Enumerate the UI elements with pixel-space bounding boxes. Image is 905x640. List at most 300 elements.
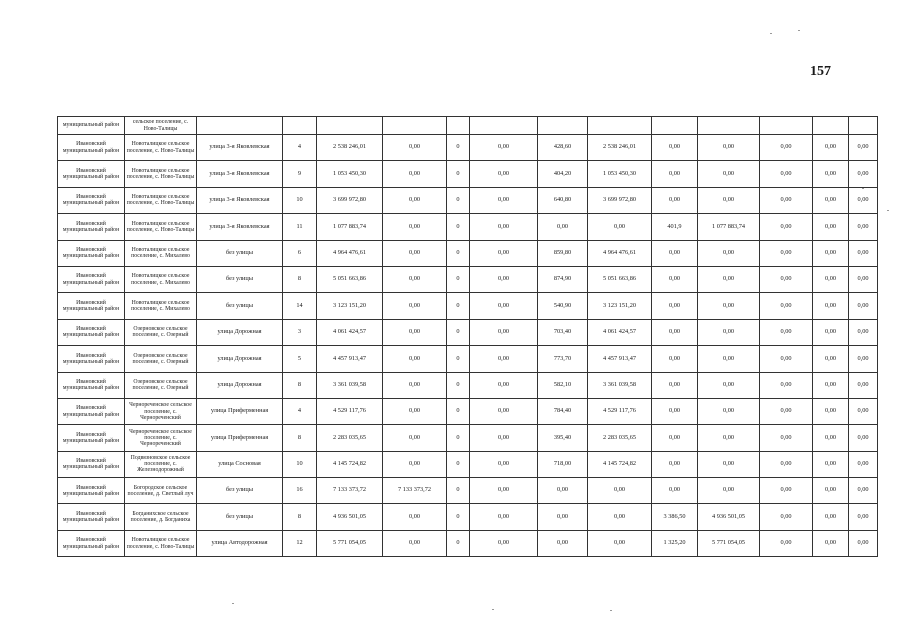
house-number-cell-text: 8 <box>297 512 302 520</box>
street-cell <box>197 293 283 319</box>
settlement-cell <box>125 346 197 372</box>
table-row <box>58 319 878 345</box>
district-cell-text: Ивановский муниципальный район <box>62 273 120 286</box>
value-cell-text: 0 <box>456 222 460 230</box>
value-cell <box>588 319 652 345</box>
value-cell-text: 0,00 <box>668 275 681 283</box>
value-cell-text: 0,00 <box>497 460 510 468</box>
value-cell-text: 0,00 <box>408 301 421 309</box>
street-cell-text: без улицы <box>225 301 254 309</box>
total-cost-cell <box>317 372 383 398</box>
table-row <box>58 266 878 292</box>
value-cell <box>698 530 760 556</box>
value-cell <box>470 135 538 161</box>
value-cell <box>470 319 538 345</box>
value-cell <box>698 161 760 187</box>
value-cell-text: 0,00 <box>824 380 837 388</box>
value-cell-text: 0,00 <box>857 380 869 388</box>
value-cell-text: 0,00 <box>668 354 681 362</box>
house-number-cell-text: 14 <box>296 301 303 309</box>
table-row <box>58 214 878 240</box>
district-cell-text: Ивановский муниципальный район <box>62 484 120 497</box>
value-cell-text: 0,00 <box>497 354 510 362</box>
value-cell <box>698 293 760 319</box>
value-cell <box>760 478 813 504</box>
value-cell-text: 0,00 <box>497 407 510 415</box>
value-cell-text: 0,00 <box>722 433 735 441</box>
house-number-cell-text: 12 <box>296 539 303 547</box>
street-cell <box>197 319 283 345</box>
value-cell <box>760 530 813 556</box>
house-number-cell <box>283 161 317 187</box>
value-cell-text: 0,00 <box>668 460 681 468</box>
value-cell-text: 0,00 <box>857 407 869 415</box>
district-cell-text: Ивановский муниципальный район <box>62 326 120 339</box>
value-cell <box>383 266 447 292</box>
value-cell <box>447 117 470 135</box>
value-cell-text: 0,00 <box>556 512 569 520</box>
value-cell <box>652 187 698 213</box>
value-cell <box>760 240 813 266</box>
value-cell <box>470 266 538 292</box>
housing-registry-table <box>57 116 878 557</box>
value-cell-text: 0,00 <box>556 539 569 547</box>
value-cell <box>447 266 470 292</box>
settlement-cell <box>125 214 197 240</box>
value-cell-text: 0,00 <box>722 460 735 468</box>
value-cell <box>470 451 538 477</box>
value-cell <box>760 451 813 477</box>
settlement-cell <box>125 504 197 530</box>
settlement-cell-text: Новоталицкое сельское поселение, с. Ново-Талицы <box>126 220 195 233</box>
value-cell-text: 0,00 <box>722 169 735 177</box>
value-cell <box>447 346 470 372</box>
value-cell <box>849 451 878 477</box>
value-cell-text: 0,00 <box>408 512 421 520</box>
value-cell-text: 0,00 <box>780 248 792 256</box>
value-cell-text: 874,90 <box>553 275 572 283</box>
value-cell <box>698 504 760 530</box>
value-cell <box>849 346 878 372</box>
value-cell <box>470 372 538 398</box>
house-number-cell-text: 10 <box>296 460 303 468</box>
value-cell <box>813 372 849 398</box>
street-cell-text: улица 3-я Яковлевская <box>209 169 270 177</box>
value-cell-text: 0,00 <box>824 486 837 494</box>
street-cell <box>197 240 283 266</box>
value-cell <box>813 135 849 161</box>
district-cell <box>58 161 125 187</box>
district-cell <box>58 266 125 292</box>
street-cell-text: без улицы <box>225 248 254 256</box>
value-cell <box>849 266 878 292</box>
value-cell-text: 859,80 <box>553 248 572 256</box>
settlement-cell-text: Новоталицкое сельское поселение, с. Ново-Талицы <box>126 537 195 550</box>
value-cell <box>383 319 447 345</box>
settlement-cell <box>125 425 197 451</box>
settlement-cell-text: Чернореченское сельское поселение, с. Чернореченский <box>129 428 192 448</box>
district-cell-text: Ивановский муниципальный район <box>62 352 120 365</box>
value-cell <box>383 451 447 477</box>
value-cell-text: 0,00 <box>780 486 792 494</box>
value-cell-text: 0,00 <box>613 222 626 230</box>
value-cell-text: 0,00 <box>857 460 869 468</box>
value-cell <box>813 425 849 451</box>
value-cell <box>538 187 588 213</box>
value-cell-text: 0,00 <box>497 222 510 230</box>
value-cell <box>652 478 698 504</box>
value-cell-text: 0,00 <box>722 407 735 415</box>
district-cell-text: Ивановский муниципальный район <box>62 537 120 550</box>
value-cell-text: 0,00 <box>497 512 510 520</box>
value-cell <box>652 319 698 345</box>
value-cell <box>849 214 878 240</box>
value-cell-text: 0,00 <box>857 512 869 520</box>
value-cell <box>538 530 588 556</box>
value-cell <box>538 117 588 135</box>
value-cell <box>698 319 760 345</box>
value-cell <box>383 117 447 135</box>
value-cell <box>652 372 698 398</box>
value-cell <box>849 293 878 319</box>
value-cell-text: 1 325,20 <box>663 539 686 547</box>
total-cost-cell-text: 4 529 117,76 <box>333 407 366 415</box>
value-cell <box>698 478 760 504</box>
value-cell <box>849 161 878 187</box>
value-cell <box>447 293 470 319</box>
total-cost-cell <box>317 346 383 372</box>
street-cell-text: улица Дорожная <box>217 328 262 336</box>
table-row <box>58 451 878 477</box>
value-cell-text: 0,00 <box>408 539 421 547</box>
value-cell-text: 0 <box>456 248 460 256</box>
value-cell-text: 5 051 663,86 <box>602 275 637 283</box>
house-number-cell-text: 6 <box>297 248 302 256</box>
value-cell-text: 0 <box>456 407 460 415</box>
street-cell-text: улица Автодорожная <box>211 539 268 547</box>
value-cell-text: 0,00 <box>668 248 681 256</box>
house-number-cell <box>283 425 317 451</box>
house-number-cell-text: 11 <box>296 222 303 230</box>
value-cell <box>698 135 760 161</box>
value-cell <box>383 214 447 240</box>
value-cell <box>383 530 447 556</box>
value-cell-text: 2 538 246,01 <box>602 143 637 151</box>
value-cell-text: 0,00 <box>780 301 792 309</box>
district-cell-text: Ивановский муниципальный район <box>62 458 120 471</box>
value-cell <box>588 478 652 504</box>
value-cell <box>470 398 538 424</box>
house-number-cell-text: 8 <box>297 275 302 283</box>
table-row <box>58 372 878 398</box>
value-cell <box>588 240 652 266</box>
value-cell <box>652 398 698 424</box>
value-cell <box>447 504 470 530</box>
total-cost-cell-text: 3 123 151,20 <box>332 301 367 309</box>
value-cell <box>588 425 652 451</box>
value-cell <box>813 214 849 240</box>
value-cell-text: 0,00 <box>497 539 510 547</box>
value-cell-text: 0,00 <box>780 354 792 362</box>
value-cell <box>447 135 470 161</box>
value-cell-text: 0 <box>456 460 460 468</box>
total-cost-cell <box>317 319 383 345</box>
value-cell <box>383 372 447 398</box>
settlement-cell <box>125 161 197 187</box>
settlement-cell-text: Новоталицкое сельское поселение, с. Михалево <box>131 273 190 286</box>
house-number-cell-text: 9 <box>297 169 302 177</box>
table-row <box>58 504 878 530</box>
value-cell <box>849 240 878 266</box>
value-cell <box>588 135 652 161</box>
value-cell <box>652 214 698 240</box>
value-cell <box>813 240 849 266</box>
street-cell <box>197 451 283 477</box>
value-cell-text: 401,9 <box>667 222 682 230</box>
street-cell <box>197 478 283 504</box>
value-cell <box>813 346 849 372</box>
value-cell-text: 2 283 035,65 <box>602 433 637 441</box>
value-cell <box>383 187 447 213</box>
value-cell <box>652 530 698 556</box>
settlement-cell <box>125 240 197 266</box>
value-cell-text: 0,00 <box>824 143 837 151</box>
value-cell-text: 0,00 <box>668 407 681 415</box>
value-cell <box>447 319 470 345</box>
value-cell-text: 0,00 <box>780 380 792 388</box>
value-cell-text: 0,00 <box>408 275 421 283</box>
total-cost-cell <box>317 187 383 213</box>
value-cell-text: 0 <box>456 512 460 520</box>
table-row <box>58 530 878 556</box>
value-cell-text: 0,00 <box>408 248 421 256</box>
value-cell <box>652 135 698 161</box>
settlement-cell-text: Озерновское сельское поселение, с. Озерный <box>132 379 189 392</box>
house-number-cell-text: 5 <box>297 354 302 362</box>
street-cell <box>197 161 283 187</box>
district-cell <box>58 478 125 504</box>
street-cell <box>197 266 283 292</box>
district-cell <box>58 346 125 372</box>
value-cell-text: 0,00 <box>408 222 421 230</box>
settlement-cell-text: Богородское сельское поселение, д. Светлый луч <box>127 484 194 497</box>
settlement-cell <box>125 293 197 319</box>
value-cell <box>849 425 878 451</box>
house-number-cell <box>283 504 317 530</box>
value-cell <box>698 240 760 266</box>
street-cell-text: без улицы <box>225 275 254 283</box>
value-cell <box>470 530 538 556</box>
value-cell <box>760 319 813 345</box>
value-cell <box>813 478 849 504</box>
value-cell-text: 0,00 <box>668 196 681 204</box>
house-number-cell <box>283 319 317 345</box>
value-cell <box>698 117 760 135</box>
value-cell <box>652 266 698 292</box>
house-number-cell-text: 16 <box>296 486 303 494</box>
value-cell <box>698 425 760 451</box>
value-cell <box>447 398 470 424</box>
value-cell <box>538 214 588 240</box>
street-cell-text: улица Дорожная <box>217 354 262 362</box>
house-number-cell <box>283 135 317 161</box>
value-cell-text: 1 053 450,30 <box>602 169 637 177</box>
settlement-cell <box>125 478 197 504</box>
value-cell <box>447 451 470 477</box>
district-cell-text: Ивановский муниципальный район <box>62 167 120 181</box>
value-cell-text: 0,00 <box>408 196 421 204</box>
district-cell <box>58 240 125 266</box>
total-cost-cell-text: 5 051 663,86 <box>332 275 367 283</box>
settlement-cell <box>125 135 197 161</box>
settlement-cell-text: Подвязновское сельское поселение, с. Железнодорожный <box>130 455 191 474</box>
value-cell <box>383 135 447 161</box>
value-cell-text: 0,00 <box>824 222 837 230</box>
settlement-cell <box>125 530 197 556</box>
table-row <box>58 478 878 504</box>
house-number-cell <box>283 346 317 372</box>
value-cell <box>698 451 760 477</box>
value-cell-text: 0,00 <box>408 328 421 336</box>
house-number-cell <box>283 240 317 266</box>
value-cell-text: 4 145 724,82 <box>602 460 637 468</box>
value-cell-text: 0,00 <box>408 433 421 441</box>
house-number-cell <box>283 187 317 213</box>
value-cell-text: 4 061 424,57 <box>602 328 637 336</box>
value-cell <box>588 187 652 213</box>
value-cell-text: 0,00 <box>857 222 869 230</box>
settlement-cell <box>125 372 197 398</box>
value-cell <box>849 135 878 161</box>
value-cell-text: 0,00 <box>824 301 837 309</box>
value-cell-text: 718,00 <box>553 460 572 468</box>
value-cell <box>813 504 849 530</box>
value-cell-text: 0 <box>456 354 460 362</box>
value-cell <box>813 530 849 556</box>
table-row <box>58 135 878 161</box>
value-cell-text: 404,20 <box>553 169 572 177</box>
value-cell-text: 0,00 <box>780 460 792 468</box>
house-number-cell <box>283 478 317 504</box>
street-cell <box>197 398 283 424</box>
value-cell <box>538 240 588 266</box>
value-cell-text: 0,00 <box>408 460 421 468</box>
value-cell-text: 0,00 <box>824 248 837 256</box>
value-cell-text: 0 <box>456 143 460 151</box>
value-cell <box>470 346 538 372</box>
value-cell <box>760 266 813 292</box>
settlement-cell-text: Новоталицкое сельское поселение, с. Ново-Талицы <box>126 194 195 207</box>
value-cell-text: 0,00 <box>780 512 792 520</box>
settlement-cell <box>125 266 197 292</box>
value-cell <box>652 293 698 319</box>
value-cell-text: 3 699 972,80 <box>602 196 637 204</box>
value-cell-text: 0,00 <box>722 328 735 336</box>
house-number-cell-text: 8 <box>297 380 302 388</box>
value-cell-text: 0,00 <box>613 486 626 494</box>
total-cost-cell <box>317 504 383 530</box>
value-cell <box>538 161 588 187</box>
value-cell-text: 0,00 <box>824 407 837 415</box>
value-cell <box>538 425 588 451</box>
value-cell-text: 0,00 <box>668 143 681 151</box>
value-cell <box>383 240 447 266</box>
value-cell <box>760 117 813 135</box>
district-cell-text: Ивановский муниципальный район <box>62 379 120 392</box>
value-cell <box>652 451 698 477</box>
value-cell <box>760 398 813 424</box>
value-cell-text: 0,00 <box>497 248 510 256</box>
value-cell-text: 0,00 <box>857 143 869 151</box>
district-cell <box>58 214 125 240</box>
value-cell <box>652 425 698 451</box>
value-cell <box>813 293 849 319</box>
total-cost-cell <box>317 214 383 240</box>
total-cost-cell <box>317 293 383 319</box>
value-cell-text: 0,00 <box>780 275 792 283</box>
district-cell <box>58 451 125 477</box>
value-cell-text: 0,00 <box>824 196 837 204</box>
value-cell-text: 0,00 <box>408 354 421 362</box>
value-cell <box>538 451 588 477</box>
settlement-cell-text: Новоталицкое сельское поселение, с. Ново-Талицы <box>126 167 195 181</box>
value-cell <box>760 372 813 398</box>
value-cell <box>538 293 588 319</box>
value-cell-text: 0,00 <box>857 196 869 204</box>
value-cell-text: 0,00 <box>497 486 510 494</box>
value-cell <box>447 372 470 398</box>
district-cell <box>58 530 125 556</box>
value-cell-text: 0,00 <box>824 539 837 547</box>
total-cost-cell-text: 1 077 883,74 <box>332 222 367 230</box>
district-cell-text: Ивановский муниципальный район <box>62 510 120 524</box>
value-cell-text: 0,00 <box>556 486 569 494</box>
house-number-cell <box>283 372 317 398</box>
value-cell <box>447 161 470 187</box>
total-cost-cell <box>317 530 383 556</box>
value-cell-text: 0,00 <box>668 380 681 388</box>
district-cell <box>58 187 125 213</box>
district-cell-text: Ивановский муниципальный район <box>62 405 120 418</box>
value-cell-text: 4 457 913,47 <box>602 354 637 362</box>
settlement-cell-text: Озерновское сельское поселение, с. Озерный <box>132 326 189 339</box>
table-row <box>58 161 878 187</box>
value-cell <box>760 293 813 319</box>
value-cell-text: 0,00 <box>780 222 792 230</box>
value-cell-text: 0,00 <box>857 275 869 283</box>
total-cost-cell-text: 4 145 724,82 <box>332 460 367 468</box>
house-number-cell <box>283 117 317 135</box>
table-body <box>58 117 878 557</box>
value-cell <box>588 530 652 556</box>
total-cost-cell-text: 4 061 424,57 <box>332 328 367 336</box>
value-cell <box>447 214 470 240</box>
district-cell <box>58 135 125 161</box>
value-cell <box>849 504 878 530</box>
street-cell-text: улица Приферменная <box>210 407 269 415</box>
total-cost-cell <box>317 478 383 504</box>
street-cell-text: без улицы <box>225 512 254 520</box>
value-cell <box>813 398 849 424</box>
value-cell <box>447 240 470 266</box>
value-cell-text: 0,00 <box>780 196 792 204</box>
value-cell <box>813 319 849 345</box>
street-cell-text: без улицы <box>225 486 254 494</box>
total-cost-cell-text: 2 283 035,65 <box>332 433 367 441</box>
value-cell-text: 0 <box>456 433 460 441</box>
district-cell-text: Ивановский муниципальный район <box>62 220 120 233</box>
value-cell-text: 0,00 <box>497 380 510 388</box>
